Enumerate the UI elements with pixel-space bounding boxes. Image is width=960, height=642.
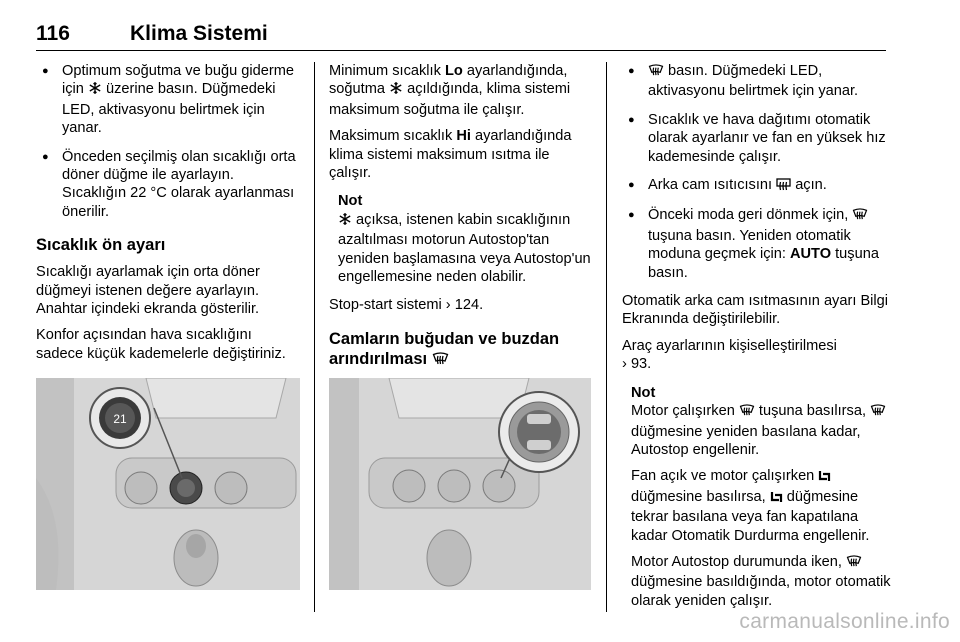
page-ref-arrow-icon: › <box>622 356 627 373</box>
list-item: ● Önceki moda geri dönmek için, tuşuna basın. Yeniden otomatik moduna geçmek için: AUTO tuşuna basın. <box>622 206 892 282</box>
snowflake-icon <box>338 212 352 231</box>
page-ref-arrow-icon: › <box>445 297 451 314</box>
paragraph: Sıcaklığı ayarlamak için orta döner düğmeyi istenen değere ayarlayın. Anahtar içindeki ekranda gösterilir. <box>36 264 260 318</box>
paragraph: Minimum sıcaklık Lo ayarlandığında, soğutma açıldığında, klima sistemi maksimum soğutma ile çalışır. <box>329 63 571 118</box>
paragraph: Maksimum sıcaklık Hi ayarlandığında klima sistemi maksimum ısıtma ile çalışır. <box>329 128 572 182</box>
snowflake-icon <box>389 81 403 100</box>
note-title: Not <box>631 384 656 401</box>
cross-reference: Stop-start sistemi › 124. <box>329 297 484 314</box>
paragraph: Otomatik arka cam ısıtmasının ayarı Bilgi Ekranında değiştirilebilir. <box>622 293 889 328</box>
note-box: Not açıksa, istenen kabin sıcaklığının azaltılması motorun Autostop'tan yeniden başlamasına veya Autostop'un engellemesine neden olabilir. <box>338 193 591 286</box>
fan-icon <box>770 490 783 508</box>
list-item: ● Arka cam ısıtıcısını açın. <box>622 176 892 196</box>
windscreen-defrost-icon <box>739 404 755 422</box>
snowflake-icon <box>88 81 102 100</box>
windscreen-defrost-icon <box>852 208 868 226</box>
windscreen-defrost-icon <box>846 555 862 573</box>
column-divider <box>606 62 607 612</box>
section-title: Klima Sistemi <box>130 22 268 45</box>
heading-temperature-preset: Sıcaklık ön ayarı <box>36 236 166 255</box>
list-item: ● Önceden seçilmiş olan sıcaklığı orta döner düğme ile ayarlayın. Sıcaklığın 22 °C olarak ayarlanması önerilir. <box>36 148 300 222</box>
column-3 <box>622 62 892 620</box>
defrost-controls-figure <box>329 378 591 590</box>
windscreen-defrost-icon <box>870 404 886 422</box>
fan-icon <box>818 469 831 487</box>
climate-controls-figure <box>36 378 300 590</box>
page-number: 116 <box>36 22 70 45</box>
paragraph: Konfor açısından hava sıcaklığını sadece küçük kademelerle değiştiriniz. <box>36 327 286 362</box>
list-item: ● Optimum soğutma ve buğu giderme için üzerine basın. Düğmedeki LED, aktivasyonu belirtmek için yanar. <box>36 62 300 138</box>
cross-reference: Araç ayarlarının kişiselleştirilmesi › 93. <box>622 337 837 373</box>
note-title: Not <box>338 193 363 210</box>
windscreen-defrost-icon <box>648 64 664 82</box>
windscreen-defrost-icon <box>432 351 449 371</box>
page-header <box>36 18 886 51</box>
watermark: carmanualsonline.info <box>739 610 950 633</box>
rear-window-heater-icon <box>776 178 791 196</box>
list-item: ● basın. Düğmedeki LED, aktivasyonu belirtmek için yanar. <box>622 62 892 101</box>
column-1 <box>36 62 300 371</box>
heading-defrost: Camların buğudan ve buzdan arındırılması <box>329 329 591 371</box>
note-box: Not Motor çalışırken tuşuna basılırsa, düğmesine yeniden basılana kadar, Autostop engellenir. Fan açık ve motor çalışırken düğmesine basılırsa, düğmesine tekrar basılana veya fan kapatılana kadar Otomatik Durdurma engellenir. Motor Autostop durumunda iken, düğmesine basıldığında, motor otomatik olarak yeniden çalışır. <box>631 384 891 609</box>
list-item: ● Sıcaklık ve hava dağıtımı otomatik olarak ayarlanır ve fan en yüksek hız kademesinde çalışır. <box>622 111 892 166</box>
column-divider <box>314 62 315 612</box>
column-2 <box>329 62 591 379</box>
display-reading: 21 <box>113 412 127 426</box>
